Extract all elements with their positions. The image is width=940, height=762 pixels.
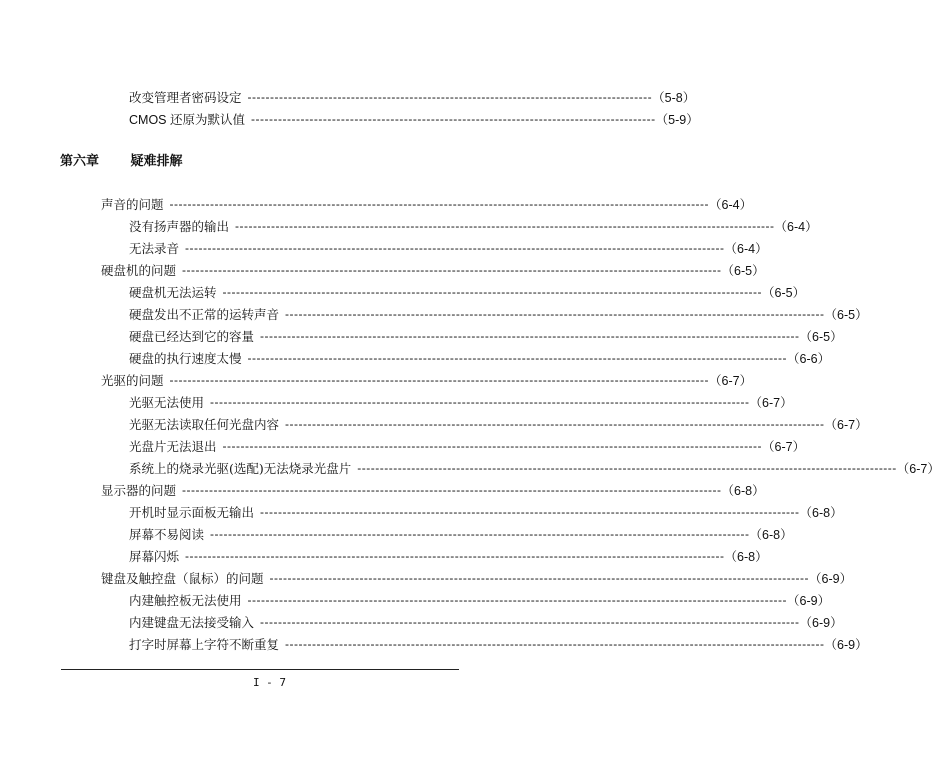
toc-entry-title: 光驱无法使用 — [129, 395, 205, 410]
toc-entry-title: 系统上的烧录光驱(选配)无法烧录光盘片 — [129, 461, 352, 476]
toc-leader-dots: ------------------------------------------------------------------------------------------------------------------------ — [285, 417, 825, 431]
toc-entry — [129, 545, 768, 567]
toc-entry-page: （6-7） — [709, 374, 753, 388]
toc-entry — [129, 589, 831, 611]
toc-entry-page: （6-5） — [721, 264, 765, 278]
toc-entry-title: 光盘片无法退出 — [129, 439, 217, 454]
toc-leader-dots: ------------------------------------------------------------------------------------------------------------------------ — [285, 307, 825, 321]
toc-leader-dots: ------------------------------------------------------------------------------------------------------------------------ — [269, 571, 810, 585]
toc-leader-dots: ------------------------------------------------------------------------------------------------------------------------ — [357, 461, 897, 475]
toc-leader-dots: ------------------------------------------------------------------------------------------------------------------------ — [210, 395, 750, 409]
toc-entry-title: 没有扬声器的输出 — [129, 219, 230, 234]
toc-entry-title: 无法录音 — [129, 241, 180, 256]
toc-entry — [129, 86, 696, 108]
toc-entry — [129, 391, 793, 413]
toc-leader-dots: ------------------------------------------------------------------------------------------------------------------------ — [169, 373, 710, 387]
toc-entry-title: 显示器的问题 — [101, 483, 177, 498]
toc-section — [101, 567, 853, 589]
toc-entry-title: 声音的问题 — [101, 197, 164, 212]
toc-leader-dots: ------------------------------------------------------------------------------------------------------------------------ — [260, 505, 800, 519]
toc-leader-dots: ------------------------------------------------------------------------------------------------------------------------ — [169, 197, 710, 211]
toc-entry-title: 开机时显示面板无输出 — [129, 505, 255, 520]
toc-entry-title: 键盘及触控盘（鼠标）的问题 — [101, 571, 264, 586]
toc-leader-dots: ------------------------------------------------------------------------------------------ — [250, 112, 656, 126]
toc-entry-title: 打字时屏幕上字符不断重复 — [129, 637, 280, 652]
toc-leader-dots: ------------------------------------------------------------------------------------------------------------------------ — [260, 615, 800, 629]
toc-entry — [129, 215, 818, 237]
toc-entry-title: 内建触控板无法使用 — [129, 593, 242, 608]
toc-entry-page: （6-5） — [799, 330, 843, 344]
toc-entry-page: （6-7） — [896, 462, 940, 476]
toc-entry-title: CMOS 还原为默认值 — [129, 113, 245, 127]
toc-entry-title: 硬盘的执行速度太慢 — [129, 351, 242, 366]
toc-entry-page: （6-7） — [749, 396, 793, 410]
toc-section — [101, 369, 753, 391]
toc-entry-title: 光驱的问题 — [101, 373, 164, 388]
toc-entry-page: （6-4） — [724, 242, 768, 256]
toc-leader-dots: ------------------------------------------------------------------------------------------------------------------------ — [222, 285, 763, 299]
toc-entry-page: （6-9） — [799, 616, 843, 630]
toc-leader-dots: ------------------------------------------------------------------------------------------------------------------------ — [210, 527, 750, 541]
toc-entry-page: （6-7） — [824, 418, 868, 432]
toc-entry-title: 硬盘已经达到它的容量 — [129, 329, 255, 344]
toc-section — [101, 193, 753, 215]
toc-leader-dots: ------------------------------------------------------------------------------------------------------------------------ — [247, 593, 788, 607]
toc-entry-title: 硬盘机的问题 — [101, 263, 177, 278]
toc-entry-page: （5-8） — [652, 91, 696, 105]
toc-section — [101, 259, 765, 281]
toc-leader-dots: ------------------------------------------------------------------------------------------------------------------------ — [182, 263, 722, 277]
toc-entry-title: 内建键盘无法接受输入 — [129, 615, 255, 630]
toc-entry — [129, 347, 831, 369]
toc-entry-page: （6-6） — [787, 352, 831, 366]
toc-leader-dots: ------------------------------------------------------------------------------------------------------------------------ — [185, 549, 725, 563]
toc-leader-dots: ------------------------------------------------------------------------------------------ — [247, 90, 653, 104]
toc-entry — [129, 303, 868, 325]
toc-entry — [129, 108, 699, 130]
toc-entry — [129, 633, 868, 655]
toc-entry-page: （6-9） — [809, 572, 853, 586]
toc-section — [101, 479, 765, 501]
toc-entry-title: 屏幕不易阅读 — [129, 527, 205, 542]
toc-entry-page: （6-9） — [824, 638, 868, 652]
toc-leader-dots: ------------------------------------------------------------------------------------------------------------------------ — [260, 329, 800, 343]
toc-leader-dots: ------------------------------------------------------------------------------------------------------------------------ — [285, 637, 825, 651]
toc-entry-page: （6-8） — [721, 484, 765, 498]
toc-entry-title: 硬盘发出不正常的运转声音 — [129, 307, 280, 322]
toc-entry-page: （6-7） — [762, 440, 806, 454]
toc-entry-page: （6-4） — [709, 198, 753, 212]
chapter-title: 疑难排解 — [130, 154, 183, 169]
toc-entry-page: （6-8） — [749, 528, 793, 542]
toc-entry-page: （6-5） — [762, 286, 806, 300]
toc-entry-page: （6-8） — [799, 506, 843, 520]
toc-leader-dots: ------------------------------------------------------------------------------------------------------------------------ — [247, 351, 788, 365]
toc-entry-title: 屏幕闪烁 — [129, 549, 180, 564]
toc-entry-page: （5-9） — [655, 113, 699, 127]
toc-entry-title: 改变管理者密码设定 — [129, 90, 242, 105]
toc-entry — [129, 237, 768, 259]
toc-entry — [129, 435, 806, 457]
toc-entry — [129, 501, 843, 523]
toc-entry — [129, 281, 806, 303]
toc-entry — [129, 523, 793, 545]
toc-entry-page: （6-9） — [787, 594, 831, 608]
toc-entry — [129, 611, 843, 633]
toc-entry-title: 光驱无法读取任何光盘内容 — [129, 417, 280, 432]
chapter-heading — [60, 150, 183, 169]
page-number: I - 7 — [252, 676, 287, 689]
toc-leader-dots: ------------------------------------------------------------------------------------------------------------------------ — [182, 483, 722, 497]
toc-entry — [129, 325, 843, 347]
toc-leader-dots: ------------------------------------------------------------------------------------------------------------------------ — [185, 241, 725, 255]
footer-rule — [61, 669, 459, 670]
toc-entry — [129, 457, 940, 479]
toc-leader-dots: ------------------------------------------------------------------------------------------------------------------------ — [222, 439, 763, 453]
chapter-number: 第六章 — [60, 154, 100, 169]
toc-leader-dots: ------------------------------------------------------------------------------------------------------------------------ — [235, 219, 775, 233]
toc-entry-title: 硬盘机无法运转 — [129, 285, 217, 300]
toc-entry-page: （6-4） — [774, 220, 818, 234]
toc-entry-page: （6-5） — [824, 308, 868, 322]
toc-entry-page: （6-8） — [724, 550, 768, 564]
toc-entry — [129, 413, 868, 435]
